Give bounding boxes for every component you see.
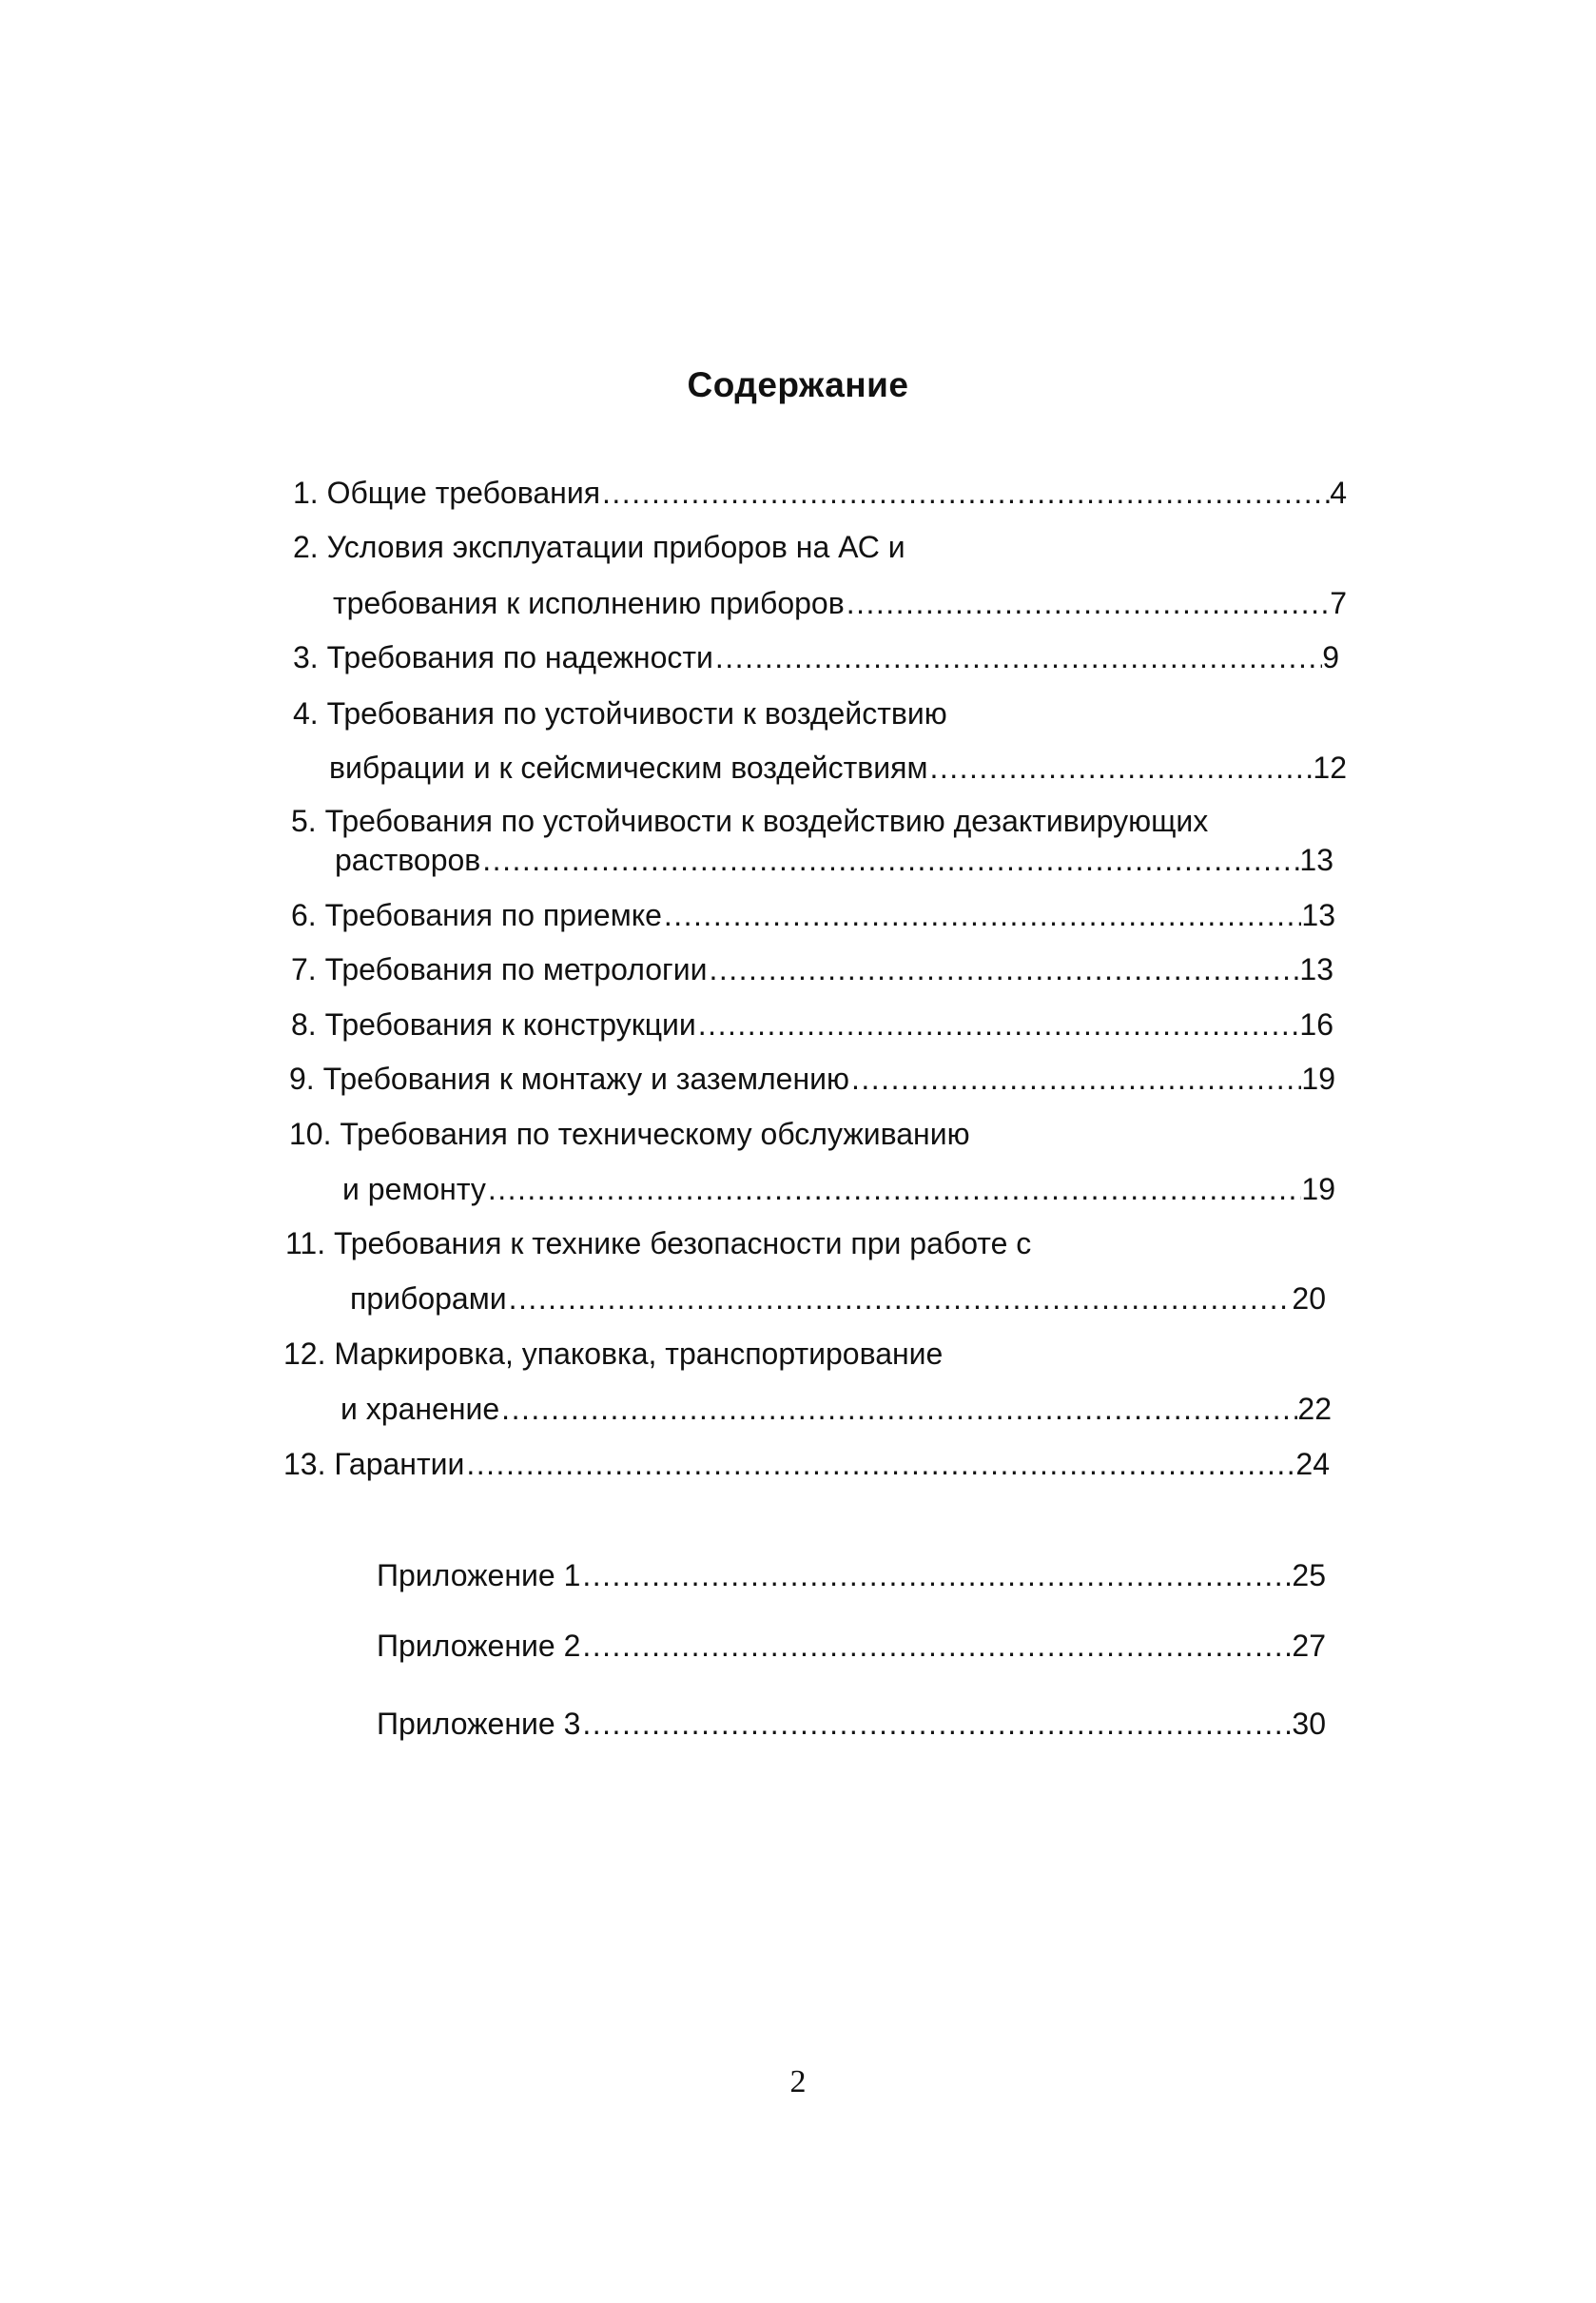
toc-entry: [333, 584, 1347, 622]
toc-entry-label: 9. Требования к монтажу и заземлению: [289, 1062, 849, 1096]
toc-entry-label: 7. Требования по метрологии: [291, 952, 708, 986]
appendix-label: Приложение 2: [377, 1629, 581, 1663]
toc-entry: [341, 1390, 1332, 1428]
toc-entry-label: требования к исполнению приборов: [333, 586, 845, 620]
toc-entry: [293, 474, 1347, 512]
toc-entry-label: и хранение: [341, 1392, 500, 1426]
appendix-page: 25: [1292, 1558, 1326, 1592]
toc-entry-label: 3. Требования по надежности: [293, 640, 713, 674]
toc-entry-page: 24: [1295, 1447, 1330, 1481]
leader-dots: [847, 584, 1331, 622]
leader-dots: [602, 474, 1330, 512]
toc-entry-label: приборами: [350, 1281, 507, 1316]
toc-entry-page: 9: [1322, 640, 1339, 674]
leader-dots: [488, 1170, 1302, 1208]
leader-dots: [709, 950, 1299, 988]
toc-entry-page: 19: [1301, 1172, 1335, 1206]
toc-entry: [289, 1060, 1335, 1098]
toc-entry: [291, 950, 1333, 988]
appendix-page: 27: [1292, 1629, 1326, 1663]
leader-dots: [664, 896, 1302, 934]
toc-entry-page: 19: [1301, 1062, 1335, 1096]
toc-entry: [285, 1224, 1341, 1262]
toc-entry: [283, 1335, 1339, 1373]
toc-entry-label: 2. Условия эксплуатации приборов на АС и: [293, 530, 905, 564]
leader-dots: [582, 1705, 1292, 1743]
toc-entry-label: и ремонту: [342, 1172, 486, 1206]
toc-entry: [342, 1170, 1335, 1208]
toc-entry-page: 13: [1299, 843, 1333, 877]
toc-entry-page: 7: [1330, 586, 1347, 620]
leader-dots: [582, 1556, 1292, 1594]
toc-entry-label: растворов: [335, 843, 481, 877]
toc-entry: [291, 1005, 1333, 1044]
toc-entry-page: 13: [1299, 952, 1333, 986]
appendix-entry: [377, 1627, 1326, 1665]
toc-entry-label: 13. Гарантии: [283, 1447, 465, 1481]
toc-entry-label: вибрации и к сейсмическим воздействиям: [329, 751, 928, 785]
appendix-entry: [377, 1705, 1326, 1743]
toc-entry: [291, 896, 1335, 934]
appendix-entry: [377, 1556, 1326, 1594]
toc-entry: [335, 841, 1333, 879]
toc-entry: [293, 528, 1347, 566]
toc-entry-page: 22: [1297, 1392, 1332, 1426]
page-title: Содержание: [687, 365, 909, 404]
toc-entry-label: 4. Требования по устойчивости к воздействию: [293, 696, 947, 731]
appendix-page: 30: [1292, 1707, 1326, 1741]
toc-entry-label: 11. Требования к технике безопасности при работе с: [285, 1226, 1032, 1260]
leader-dots: [509, 1279, 1293, 1317]
leader-dots: [698, 1005, 1300, 1044]
toc-entry-label: 10. Требования по техническому обслуживанию: [289, 1117, 970, 1151]
leader-dots: [851, 1060, 1301, 1098]
leader-dots: [715, 638, 1322, 676]
toc-entry-label: 5. Требования по устойчивости к воздействию дезактивирующих: [291, 804, 1209, 838]
toc-entry: [350, 1279, 1326, 1317]
toc-entry: [289, 1115, 1335, 1153]
leader-dots: [482, 841, 1299, 879]
toc-entry-page: 12: [1313, 751, 1347, 785]
leader-dots: [501, 1390, 1297, 1428]
toc-entry: [293, 638, 1339, 676]
leader-dots: [582, 1627, 1292, 1665]
page-number: 2: [789, 2064, 807, 2099]
toc-entry-label: 6. Требования по приемке: [291, 898, 662, 932]
toc-entry-page: 16: [1299, 1007, 1333, 1042]
toc-entry-page: 4: [1330, 476, 1347, 510]
leader-dots: [466, 1445, 1295, 1483]
appendix-label: Приложение 1: [377, 1558, 581, 1592]
toc-entry-page: 13: [1301, 898, 1335, 932]
appendix-label: Приложение 3: [377, 1707, 581, 1741]
toc-entry: [283, 1445, 1330, 1483]
toc-entry-label: 8. Требования к конструкции: [291, 1007, 696, 1042]
toc-entry: [293, 694, 1347, 732]
leader-dots: [929, 749, 1313, 787]
toc-entry-label: 12. Маркировка, упаковка, транспортирование: [283, 1337, 944, 1371]
toc-entry-page: 20: [1292, 1281, 1326, 1316]
toc-entry: [291, 802, 1356, 840]
toc-entry: [329, 749, 1347, 787]
toc-entry-label: 1. Общие требования: [293, 476, 601, 510]
